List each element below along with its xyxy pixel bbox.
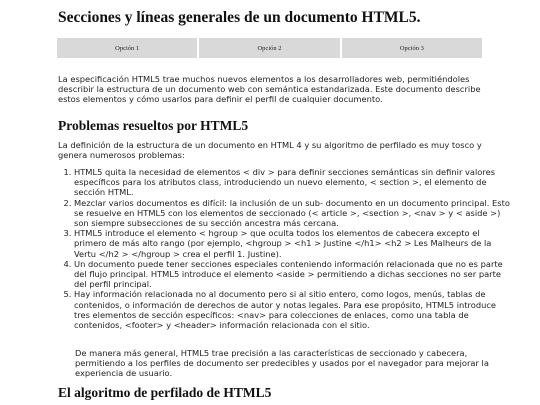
nav-item-opcion-2[interactable]: Opción 2 bbox=[199, 38, 341, 58]
nav-bar bbox=[57, 38, 482, 58]
list-item: 5. Hay información relacionada no al documento pero si al sitio entero, como logos, menús, tablas de contenidos, o información de derechos de autor y notas legales. Para ese propósito, HTML5 introduce tres elementos de sección específicos: <nav> para colecciones de enlaces, como una tabla de contenidos, <footer> y <header> información relacionada con el sitio. bbox=[74, 289, 514, 330]
nav-item-opcion-1[interactable]: Opción 1 bbox=[57, 38, 199, 58]
section-heading-algorithm: El algoritmo de perfilado de HTML5 bbox=[58, 385, 272, 400]
list-item: 2. Mezclar varios documentos es difícil: la inclusión de un sub- documento en un documento principal. Esto se resuelve en HTML5 con los elementos de seccionado (< article >, <section >, <nav > y < aside >) son siempre subsecciones de su sección ancestra más cercana. bbox=[74, 198, 514, 229]
list-item: 1. HTML5 quita la necesidad de elementos < div > para definir secciones semánticas sin definir valores específicos para los atributos class, introduciendo un nuevo elemento, < section >, el elemento de sección HTML. bbox=[74, 167, 514, 198]
summary-paragraph: De manera más general, HTML5 trae precisión a las características de seccionado y cabecera, permitiendo a los perfiles de documento ser predecibles y usados por el navegador para mejorar la experiencia de usuario. bbox=[75, 348, 489, 379]
list-item: 4. Un documento puede tener secciones especiales conteniendo información relacionada que no es parte del flujo principal. HTML5 introduce el elemento <aside > permitiendo a dichas secciones no ser parte del perfil principal. bbox=[74, 259, 514, 290]
intro-paragraph: La especificación HTML5 trae muchos nuevos elementos a los desarrolladores web, permitiéndoles describir la estructura de un documento web con semántica estandarizada. Este documento describe estos elementos y cómo usarlos para definir el perfil de cualquier documento. bbox=[58, 74, 481, 105]
problems-list bbox=[58, 167, 514, 330]
list-item: 3. HTML5 introduce el elemento < hgroup > que oculta todos los elementos de cabecera excepto el primero de más alto rango (por ejemplo, <hgroup > <h1 > Justine </h1> <h2 > Les Malheurs de la Vertu </h2 > </hgroup > crea el perfil 1. Justine). bbox=[74, 228, 514, 259]
page-title: Secciones y líneas generales de un documento HTML5. bbox=[58, 9, 421, 26]
section-heading-problems: Problemas resueltos por HTML5 bbox=[58, 118, 249, 133]
problems-intro-paragraph: La definición de la estructura de un documento en HTML 4 y su algoritmo de perfilado es muy tosco y genera numerosos problemas: bbox=[58, 140, 482, 161]
nav-item-opcion-3[interactable]: Opción 3 bbox=[342, 38, 482, 58]
